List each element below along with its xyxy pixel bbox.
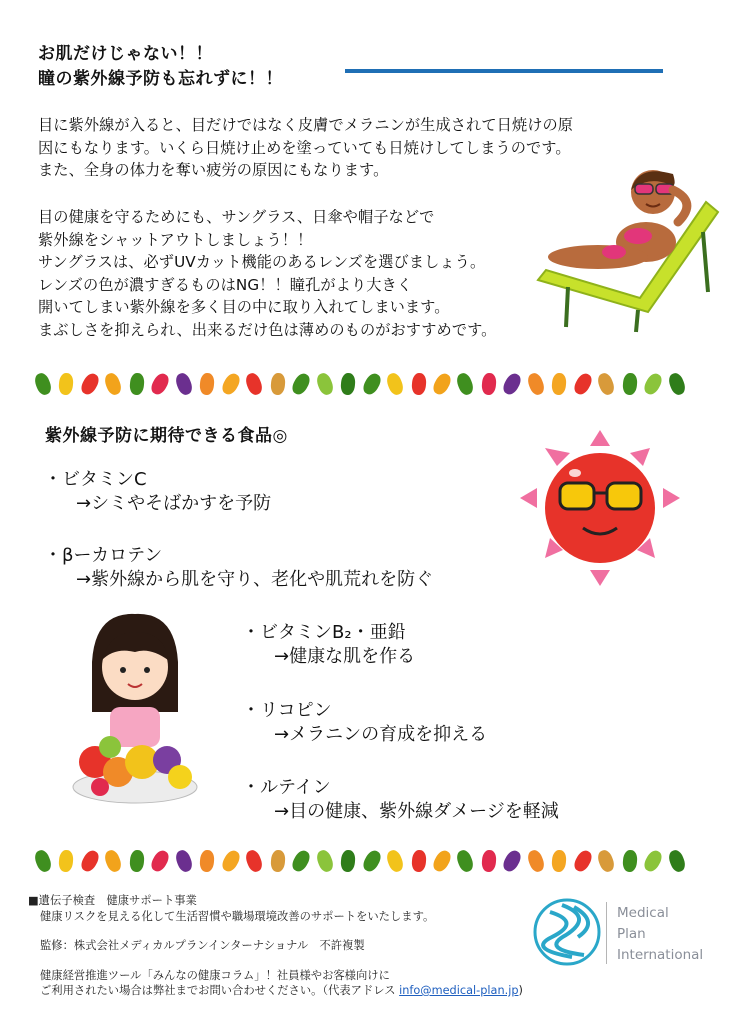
title-underline xyxy=(345,69,663,73)
food-item xyxy=(44,544,433,592)
footer-contact-text: ご利用されたい場合は弊社までお問い合わせください。（代表アドレス xyxy=(40,984,400,997)
email-link[interactable]: info@medical-plan.jp xyxy=(399,984,519,997)
advice-line: レンズの色が濃すぎるものはNG！！瞳孔がより大きく xyxy=(38,275,413,294)
vegetable-icon xyxy=(571,848,594,874)
vegetable-icon xyxy=(219,848,242,874)
company-logo-text xyxy=(617,903,703,966)
footer-contact-line xyxy=(28,983,523,999)
logo-line: Medical xyxy=(617,905,669,921)
food-item xyxy=(44,468,271,516)
vegetable-icon xyxy=(551,372,567,395)
vegetable-icon xyxy=(290,848,313,874)
vegetable-icon xyxy=(33,848,54,873)
vegetable-icon xyxy=(129,372,145,395)
sun-with-sunglasses-illustration xyxy=(515,428,685,588)
logo-line: International xyxy=(617,947,704,963)
logo-line: Plan xyxy=(617,926,646,942)
vegetable-icon xyxy=(385,848,406,873)
vegetable-icon xyxy=(270,372,286,395)
vegetable-icon xyxy=(149,371,172,397)
vegetable-icon xyxy=(571,371,594,397)
footer-contact-close: ) xyxy=(518,984,523,997)
vegetable-icon xyxy=(314,371,335,396)
food-item xyxy=(242,699,487,747)
footer-business-line: ■遺伝子検査 健康サポート事業 xyxy=(28,894,197,907)
food-item-name: ・ビタミンB₂・亜鉛 xyxy=(242,622,406,643)
vegetable-icon xyxy=(103,371,124,396)
vegetable-icon xyxy=(199,372,215,395)
vegetable-icon xyxy=(666,371,687,396)
food-item xyxy=(242,621,415,669)
vegetable-icon xyxy=(340,372,356,395)
vegetable-icon xyxy=(411,849,427,872)
vegetable-icon xyxy=(481,372,497,395)
vegetable-icon xyxy=(270,849,286,872)
vegetable-icon xyxy=(455,371,476,396)
vegetable-icon xyxy=(430,848,453,874)
vegetable-icon xyxy=(314,848,335,873)
vegetable-icon xyxy=(596,371,617,396)
footer xyxy=(28,893,523,999)
food-item-name: ・ビタミンC xyxy=(44,469,147,490)
vegetable-icon xyxy=(385,371,406,396)
vegetable-icon xyxy=(219,371,242,397)
vegetable-icon xyxy=(501,848,524,874)
vegetable-border-top xyxy=(36,368,684,400)
advice-line: 紫外線をシャットアウトしましょう！！ xyxy=(38,230,313,249)
girl-with-fruit-basket-illustration xyxy=(70,612,200,808)
food-item-name: ・リコピン xyxy=(242,700,332,721)
advice-line: サングラスは、必ずUVカット機能のあるレンズを選びましょう。 xyxy=(38,253,486,272)
vegetable-icon xyxy=(666,848,687,873)
vegetable-icon xyxy=(78,848,101,874)
vegetable-icon xyxy=(642,848,665,874)
vegetable-icon xyxy=(430,371,453,397)
vegetable-icon xyxy=(149,848,172,874)
vegetable-icon xyxy=(59,849,75,872)
food-item-effect: →目の健康、紫外線ダメージを軽減 xyxy=(274,801,559,822)
advice-line: まぶしさを抑えられ、出来るだけ色は薄めのものがおすすめです。 xyxy=(38,320,497,339)
food-item-effect: →健康な肌を作る xyxy=(274,646,416,667)
vegetable-icon xyxy=(173,371,194,396)
advice-line: 開いてしまい紫外線を多く目の中に取り入れてしまいます。 xyxy=(38,298,450,317)
footer-description: 健康リスクを見える化して生活習慣や職場環境改善のサポートをいたします。 xyxy=(40,909,435,923)
title-line-2: 瞳の紫外線予防も忘れずに！！ xyxy=(38,69,283,89)
vegetable-icon xyxy=(411,372,427,395)
dna-logo-icon xyxy=(532,897,602,967)
vegetable-icon xyxy=(173,848,194,873)
food-item xyxy=(242,776,559,824)
vegetable-icon xyxy=(642,371,665,397)
food-item-effect: →紫外線から肌を守り、老化や肌荒れを防ぐ xyxy=(76,569,434,590)
vegetable-icon xyxy=(551,849,567,872)
intro-line: 目に紫外線が入ると、目だけではなく皮膚でメラニンが生成されて日焼けの原 xyxy=(38,116,574,134)
vegetable-icon xyxy=(455,848,476,873)
vegetable-icon xyxy=(596,848,617,873)
food-item-name: ・βーカロテン xyxy=(44,545,163,566)
sunbathing-woman-illustration xyxy=(528,162,723,340)
advice-line: 目の健康を守るためにも、サングラス、日傘や帽子などで xyxy=(38,208,435,226)
vegetable-icon xyxy=(103,848,124,873)
vegetable-icon xyxy=(78,371,101,397)
food-item-name: ・ルテイン xyxy=(242,777,331,798)
vegetable-border-bottom xyxy=(36,845,684,877)
vegetable-icon xyxy=(481,849,497,872)
vegetable-icon xyxy=(199,849,215,872)
foods-section-title: 紫外線予防に期待できる食品◎ xyxy=(45,426,288,446)
vegetable-icon xyxy=(526,848,547,873)
title-line-1: お肌だけじゃない！！ xyxy=(38,44,213,64)
vegetable-icon xyxy=(290,371,313,397)
vegetable-icon xyxy=(360,371,383,397)
footer-supervision: 監修：株式会社メディカルプランインターナショナル 不許複製 xyxy=(40,939,365,952)
vegetable-icon xyxy=(59,372,75,395)
vegetable-icon xyxy=(622,372,638,395)
vegetable-icon xyxy=(360,848,383,874)
intro-line: また、全身の体力を奪い疲労の原因にもなります。 xyxy=(38,161,389,180)
vegetable-icon xyxy=(340,849,356,872)
footer-tool-line: 健康経営推進ツール「みんなの健康コラム」！社員様やお客様向けに xyxy=(40,968,390,982)
page-title xyxy=(38,42,283,92)
intro-paragraph xyxy=(38,114,573,182)
vegetable-icon xyxy=(526,371,547,396)
vegetable-icon xyxy=(244,371,265,396)
food-item-effect: →メラニンの育成を抑える xyxy=(274,724,488,745)
vegetable-icon xyxy=(244,848,265,873)
vegetable-icon xyxy=(129,849,145,872)
vegetable-icon xyxy=(501,371,524,397)
food-item-effect: →シミやそばかすを予防 xyxy=(76,493,272,514)
advice-paragraph xyxy=(38,206,496,342)
intro-line: 因にもなります。いくら日焼け止めを塗っていても日焼けしてしまうのです。 xyxy=(38,138,571,157)
logo-divider xyxy=(606,902,607,964)
vegetable-icon xyxy=(622,849,638,872)
vegetable-icon xyxy=(33,371,54,396)
